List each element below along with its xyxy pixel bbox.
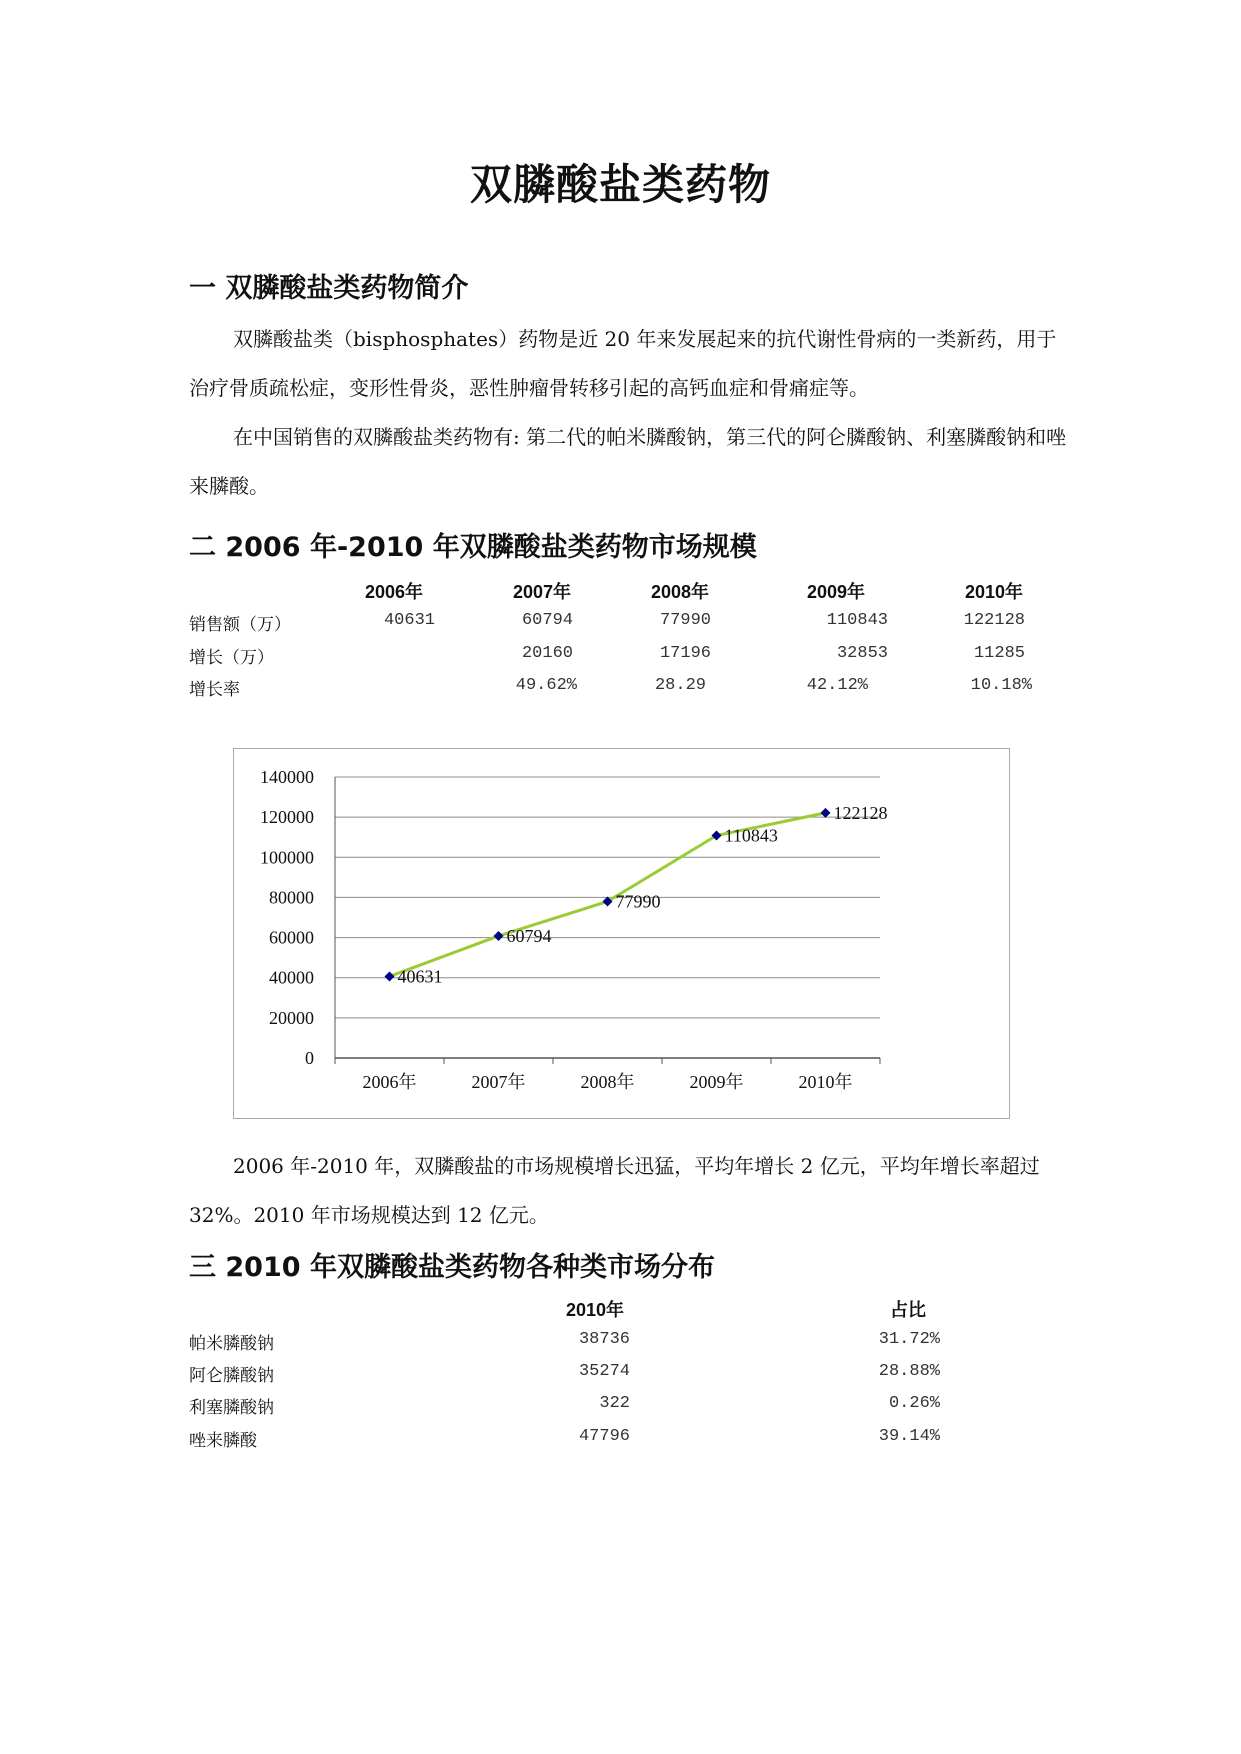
table-cell: 0.26%	[888, 1394, 940, 1413]
y-tick-label: 0	[305, 1048, 314, 1068]
table-header: 2006年	[365, 582, 424, 602]
table-header: 2007年	[513, 582, 572, 602]
y-tick-label: 20000	[269, 1007, 314, 1028]
table-cell: 17196	[659, 644, 711, 663]
row-label: 唑来膦酸	[189, 1431, 257, 1451]
x-tick-label: 2007年	[471, 1072, 526, 1092]
table-cell: 11285	[973, 644, 1025, 663]
row-label: 销售额（万）	[189, 615, 291, 635]
table-cell: 31.72%	[878, 1330, 940, 1349]
data-label: 77990	[615, 891, 661, 912]
table-cell: 60794	[521, 611, 573, 630]
table-cell: 47796	[578, 1427, 630, 1446]
x-tick-label: 2008年	[580, 1072, 635, 1092]
y-tick-label: 40000	[269, 967, 314, 988]
x-tick-label: 2010年	[798, 1072, 853, 1092]
data-label: 60794	[506, 925, 552, 946]
table-cell: 42.12%	[806, 676, 868, 695]
x-tick-label: 2006年	[362, 1072, 417, 1092]
table-cell: 40631	[383, 611, 435, 630]
section-heading-distribution: 三 2010 年双膦酸盐类药物各种类市场分布	[189, 1252, 715, 1283]
intro-paragraph-2: 在中国销售的双膦酸盐类药物有: 第二代的帕米膦酸钠，第三代的阿仑膦酸钠、利塞膦酸钠和唑来膦酸。	[189, 425, 1067, 498]
section-heading-market-size: 二 2006 年-2010 年双膦酸盐类药物市场规模	[189, 532, 757, 563]
data-label: 110843	[724, 825, 778, 846]
table-cell: 49.62%	[515, 676, 577, 695]
y-tick-label: 120000	[260, 807, 314, 828]
data-label: 122128	[833, 802, 888, 823]
table-cell: 39.14%	[878, 1427, 940, 1446]
table-cell: 28.29	[654, 676, 706, 695]
intro-paragraph-1: 双膦酸盐类（bisphosphates）药物是近 20 年来发展起来的抗代谢性骨病的一类新药，用于治疗骨质疏松症，变形性骨炎，恶性肿瘤骨转移引起的高钙血症和骨痛症等。	[189, 327, 1057, 400]
table-cell: 32853	[836, 644, 888, 663]
table-header: 2010年	[566, 1300, 625, 1320]
table-cell: 28.88%	[878, 1362, 940, 1381]
table-cell: 77990	[659, 611, 711, 630]
market-summary-paragraph: 2006 年-2010 年，双膦酸盐的市场规模增长迅猛，平均年增长 2 亿元，平均年增长率超过 32%。2010 年市场规模达到 12 亿元。	[189, 1154, 1040, 1227]
row-label: 增长率	[189, 680, 240, 700]
table-cell: 122128	[963, 611, 1025, 630]
chart-canvas	[234, 749, 1009, 1118]
table-cell: 322	[599, 1394, 630, 1413]
y-tick-label: 140000	[260, 767, 314, 787]
data-point-marker	[494, 931, 504, 941]
x-tick-label: 2009年	[689, 1072, 744, 1092]
data-label: 40631	[397, 966, 443, 987]
table-cell: 110843	[826, 611, 888, 630]
table-header: 2009年	[807, 582, 866, 602]
row-label: 增长（万）	[189, 648, 274, 668]
table-header: 占比	[890, 1300, 926, 1321]
table-cell: 38736	[578, 1330, 630, 1349]
row-label: 阿仑膦酸钠	[189, 1366, 274, 1386]
row-label: 利塞膦酸钠	[189, 1398, 274, 1418]
section-heading-intro: 一 双膦酸盐类药物简介	[189, 273, 469, 304]
y-tick-label: 60000	[269, 927, 314, 948]
y-tick-label: 100000	[260, 847, 314, 868]
y-tick-label: 80000	[269, 887, 314, 908]
table-cell: 10.18%	[970, 676, 1032, 695]
table-cell: 35274	[578, 1362, 630, 1381]
table-header: 2008年	[651, 582, 710, 602]
data-point-marker	[821, 808, 831, 818]
data-point-marker	[385, 971, 395, 981]
document-title: 双膦酸盐类药物	[469, 160, 771, 209]
row-label: 帕米膦酸钠	[189, 1334, 274, 1354]
table-header: 2010年	[965, 582, 1024, 602]
sales-line-chart	[233, 748, 1010, 1119]
table-cell: 20160	[521, 644, 573, 663]
